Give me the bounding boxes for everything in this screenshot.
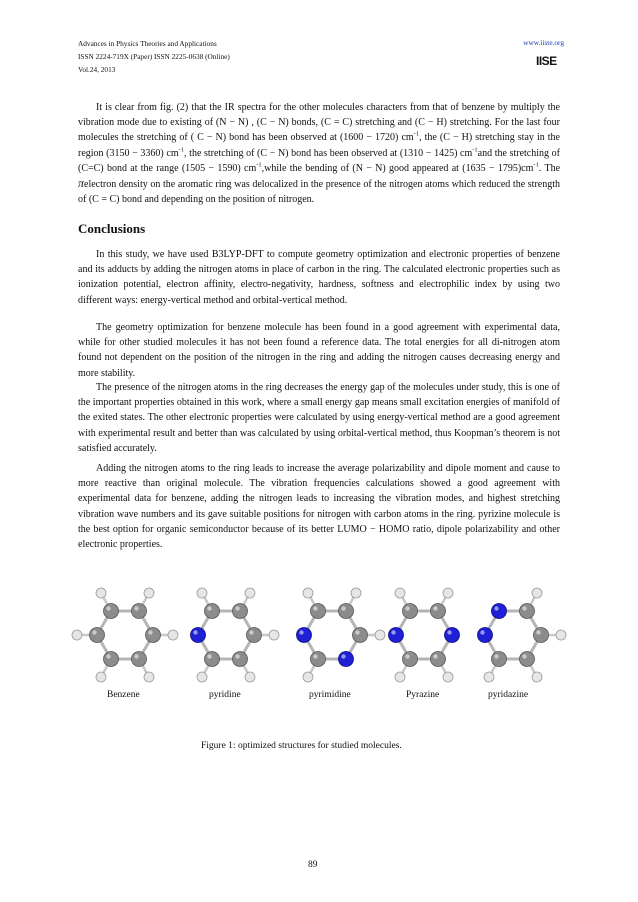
hydrogen-atom: [443, 588, 453, 598]
molecule-pyridine: [191, 588, 280, 682]
hydrogen-atom: [144, 588, 154, 598]
atom-highlight: [494, 654, 498, 658]
hydrogen-atom: [96, 672, 106, 682]
atom-highlight: [405, 606, 409, 610]
atom-highlight: [207, 654, 211, 658]
hydrogen-atom: [245, 672, 255, 682]
hydrogen-atom: [303, 588, 313, 598]
atom-highlight: [447, 630, 451, 634]
carbon-atom: [431, 604, 446, 619]
molecule-pyridazine: [478, 588, 567, 682]
figure-caption: Figure 1: optimized structures for studied molecules.: [201, 741, 402, 751]
nitrogen-atom: [191, 628, 206, 643]
superscript: -1: [472, 146, 478, 154]
intro-text-2: , the (C − H) stretching stay in the region (3150 − 3360) cm: [78, 132, 560, 159]
atom-highlight: [193, 630, 197, 634]
atom-highlight: [106, 654, 110, 658]
atom-highlight: [299, 630, 303, 634]
intro-text-5: ,while the bending of (N − N) good appeared at (1635 − 1795)cm: [261, 162, 534, 174]
journal-name: Advances in Physics Theories and Applications: [78, 39, 217, 48]
carbon-atom: [520, 652, 535, 667]
atom-highlight: [480, 630, 484, 634]
carbon-atom: [146, 628, 161, 643]
conclusion-paragraph-2: The geometry optimization for benzene molecule has been found in a good agreement with experimental data, while for other studied molecules it has not been found a reference data. The total energies for all di-nitrogen atom found not dependent on the position of the nitrogen in the ring and adding the nitrogen causes decreasing energy and more stability.: [78, 322, 560, 379]
atom-highlight: [341, 654, 345, 658]
nitrogen-atom: [445, 628, 460, 643]
logo-text: IISE: [536, 54, 557, 68]
carbon-atom: [132, 604, 147, 619]
carbon-atom: [233, 604, 248, 619]
nitrogen-atom: [492, 604, 507, 619]
label-pyridine: pyridine: [209, 690, 241, 700]
section-heading: Conclusions: [78, 221, 146, 236]
volume-line: Vol.24, 2013: [78, 65, 116, 74]
journal-url-link[interactable]: www.iiste.org: [523, 38, 564, 47]
hydrogen-atom: [556, 630, 566, 640]
intro-text-1: It is clear from fig. (2) that the IR spectra for the other molecules characters from that of benzene by multiply the vibration mode due to existing of (N − N) , (C − N) bonds, (C = C) stretching and (C − H) stretching. For the last four molecules the stretching of ( C − N) bond has been observed at (1600 − 1720) cm: [78, 102, 560, 144]
carbon-atom: [205, 652, 220, 667]
carbon-atom: [403, 604, 418, 619]
atom-highlight: [235, 606, 239, 610]
atom-highlight: [405, 654, 409, 658]
atom-highlight: [391, 630, 395, 634]
atom-highlight: [313, 654, 317, 658]
hydrogen-atom: [269, 630, 279, 640]
hydrogen-atom: [532, 588, 542, 598]
intro-text-4: and the stretching of (C=C) bond at the range (1505 − 1590) cm: [78, 147, 560, 174]
hydrogen-atom: [395, 672, 405, 682]
carbon-atom: [104, 604, 119, 619]
atom-highlight: [207, 606, 211, 610]
superscript: -1: [413, 131, 420, 139]
carbon-atom: [90, 628, 105, 643]
pi-symbol: π: [78, 176, 85, 191]
carbon-atom: [247, 628, 262, 643]
nitrogen-atom: [339, 652, 354, 667]
hydrogen-atom: [197, 672, 207, 682]
atom-highlight: [134, 654, 138, 658]
carbon-atom: [205, 604, 220, 619]
hydrogen-atom: [484, 672, 494, 682]
carbon-atom: [520, 604, 535, 619]
molecule-pyrimidine: [297, 588, 386, 682]
hydrogen-atom: [96, 588, 106, 598]
label-benzene: Benzene: [107, 690, 140, 700]
carbon-atom: [431, 652, 446, 667]
intro-text-6: . The: [538, 162, 561, 174]
hydrogen-atom: [245, 588, 255, 598]
label-pyridazine: pyridazine: [488, 690, 529, 700]
atom-highlight: [433, 654, 437, 658]
atom-highlight: [249, 630, 253, 634]
superscript: -1: [178, 146, 185, 154]
nitrogen-atom: [389, 628, 404, 643]
issn-line: ISSN 2224-719X (Paper) ISSN 2225-0638 (Online): [78, 52, 230, 61]
atom-highlight: [106, 606, 110, 610]
label-pyrimidine: pyrimidine: [309, 690, 351, 700]
hydrogen-atom: [532, 672, 542, 682]
intro-text-7: electron density on the aromatic ring was delocalized in the presence of the nitrogen atoms which reduced the strength of (C = C) bond and depending on the position of nitrogen.: [78, 179, 560, 206]
atom-highlight: [341, 606, 345, 610]
molecule-benzene: [72, 588, 178, 682]
nitrogen-atom: [478, 628, 493, 643]
atom-highlight: [92, 630, 96, 634]
molecule-pyrazine: [389, 588, 460, 682]
atom-highlight: [433, 606, 437, 610]
carbon-atom: [403, 652, 418, 667]
hydrogen-atom: [375, 630, 385, 640]
atom-highlight: [134, 606, 138, 610]
atom-highlight: [494, 606, 498, 610]
hydrogen-atom: [303, 672, 313, 682]
hydrogen-atom: [197, 588, 207, 598]
iiste-logo: [536, 52, 566, 72]
page-number: 89: [308, 860, 318, 870]
conclusion-paragraph-3: The presence of the nitrogen atoms in the ring decreases the energy gap of the molecules under study, this is one of the important properties obtained in this work, where a small energy gap means small excitation energies of manifold of the exited states. The other electronic properties were calculated by using energy-vertical method are a good agreement with experimental result and better than was calculated by using orbital-vertical method, thus Koopman’s theorem is not satisfied accurately.: [78, 382, 560, 454]
nitrogen-atom: [297, 628, 312, 643]
carbon-atom: [104, 652, 119, 667]
atom-highlight: [522, 606, 526, 610]
molecule-structures-figure: [0, 580, 638, 690]
carbon-atom: [534, 628, 549, 643]
carbon-atom: [339, 604, 354, 619]
hydrogen-atom: [168, 630, 178, 640]
carbon-atom: [311, 652, 326, 667]
intro-text-3: , the stretching of (C − N) bond has been observed at (1310 − 1425) cm: [184, 147, 473, 159]
atom-highlight: [235, 654, 239, 658]
carbon-atom: [353, 628, 368, 643]
hydrogen-atom: [351, 588, 361, 598]
superscript: -1: [533, 161, 539, 169]
superscript: -1: [256, 161, 262, 169]
atom-highlight: [355, 630, 359, 634]
atom-highlight: [522, 654, 526, 658]
ir-spectra-paragraph: [78, 100, 560, 207]
atom-highlight: [536, 630, 540, 634]
conclusion-paragraph-4: Adding the nitrogen atoms to the ring leads to increase the average polarizability and dipole moment and cause to more reactive than original molecule. The vibration frequencies calculations showed a good agreement with experimental data for benzene, adding the nitrogen leads to increasing the vibration modes, and highest stretching vibration wave numbers and its gave suitable positions for nitrogen with carbon atoms in the ring. pyrizine molecule is the best option for organic semiconductor because of its better LUMO − HOMO ratio, dipole polarizability and other electronic properties.: [78, 463, 560, 551]
carbon-atom: [132, 652, 147, 667]
hydrogen-atom: [144, 672, 154, 682]
carbon-atom: [492, 652, 507, 667]
atom-highlight: [313, 606, 317, 610]
carbon-atom: [311, 604, 326, 619]
hydrogen-atom: [72, 630, 82, 640]
atom-highlight: [148, 630, 152, 634]
label-pyrazine: Pyrazine: [406, 690, 440, 700]
hydrogen-atom: [443, 672, 453, 682]
hydrogen-atom: [395, 588, 405, 598]
conclusion-paragraph-1: In this study, we have used B3LYP-DFT to compute geometry optimization and electronic properties of benzene and its adducts by adding the nitrogen atoms in place of carbon in the ring. The calculated electronic properties such as ionization potential, electron affinity, electro-negativity, hardness, softness and electrophilic index by using two different ways: energy-vertical method and orbital-vertical method.: [78, 249, 560, 306]
carbon-atom: [233, 652, 248, 667]
